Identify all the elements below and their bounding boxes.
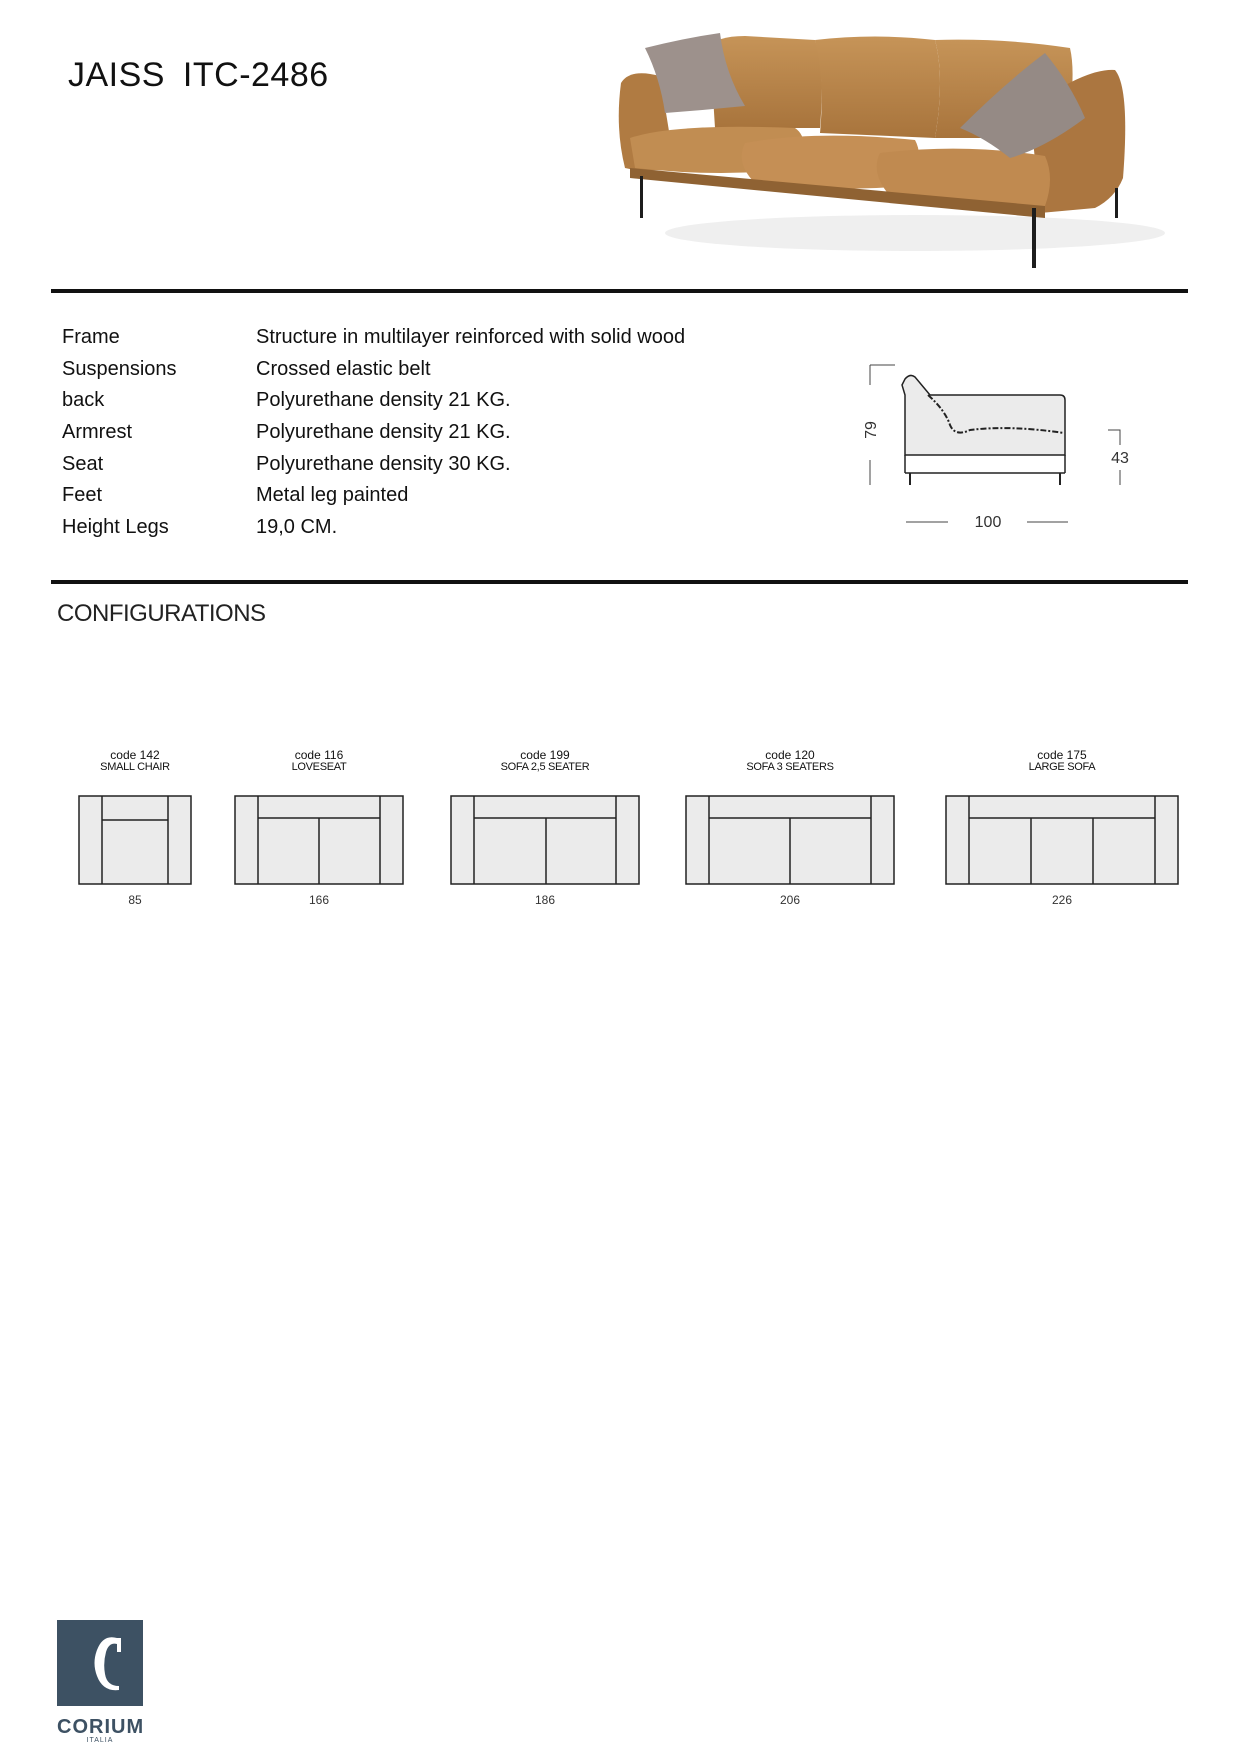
spec-value: Polyurethane density 21 KG. (256, 389, 511, 412)
config-plan-drawing (234, 795, 404, 885)
spec-label: Frame (62, 326, 120, 349)
spec-value: Structure in multilayer reinforced with solid wood (256, 326, 686, 349)
brand-logo (57, 1620, 143, 1744)
config-code: code 142 (110, 748, 160, 762)
sofa-product-image (615, 28, 1175, 288)
spec-value: Crossed elastic belt (256, 357, 431, 380)
spec-label: Armrest (62, 421, 132, 444)
spec-label: back (62, 389, 105, 412)
config-name: LOVESEAT (291, 761, 347, 773)
logo-mark-icon (57, 1620, 143, 1706)
config-name: SMALL CHAIR (100, 761, 170, 773)
spec-label: Height Legs (62, 515, 169, 538)
top-divider (51, 289, 1188, 293)
spec-row (62, 354, 685, 386)
height-dimension: 79 (863, 421, 880, 439)
logo-brand: CORIUM (57, 1716, 145, 1738)
config-width: 226 (1051, 893, 1073, 907)
config-code: code 199 (520, 748, 570, 762)
config-plan-drawing (685, 795, 895, 885)
config-plan-drawing (450, 795, 640, 885)
product-title: JAISS ITC-2486 (68, 56, 329, 94)
logo-subtext: ITALIA (86, 1737, 114, 1744)
spec-value: Metal leg painted (256, 484, 409, 507)
config-width: 166 (308, 893, 330, 907)
config-name: SOFA 3 SEATERS (746, 761, 834, 773)
spec-row (62, 322, 685, 354)
config-name: SOFA 2,5 SEATER (500, 761, 590, 773)
config-small-chair (78, 750, 192, 907)
spec-row (62, 385, 685, 417)
spec-label: Feet (62, 484, 103, 507)
spec-row (62, 480, 685, 512)
spec-table (62, 322, 685, 543)
configurations-heading: CONFIGURATIONS (57, 600, 266, 627)
spec-value: Polyurethane density 21 KG. (256, 421, 511, 444)
config-name: LARGE SOFA (1028, 761, 1096, 773)
seat-height-dimension: 43 (1111, 450, 1129, 467)
config-sofa-3 (685, 750, 895, 907)
config-code: code 116 (294, 748, 344, 762)
spec-row (62, 448, 685, 480)
config-width: 186 (534, 893, 556, 907)
config-large-sofa (945, 750, 1179, 907)
spec-row (62, 512, 685, 544)
spec-label: Suspensions (62, 357, 177, 380)
config-code: code 120 (765, 748, 815, 762)
config-sofa-2-5 (450, 750, 640, 907)
depth-dimension: 100 (974, 514, 1002, 531)
spec-value: 19,0 CM. (256, 515, 338, 538)
spec-value: Polyurethane density 30 KG. (256, 452, 511, 475)
config-plan-drawing (945, 795, 1179, 885)
config-width: 206 (779, 893, 801, 907)
middle-divider (51, 580, 1188, 584)
config-plan-drawing (78, 795, 192, 885)
side-profile-diagram (850, 355, 1150, 535)
config-code: code 175 (1037, 748, 1087, 762)
config-width: 85 (128, 893, 142, 907)
config-loveseat (234, 750, 404, 907)
spec-label: Seat (62, 452, 104, 475)
spec-row (62, 417, 685, 449)
